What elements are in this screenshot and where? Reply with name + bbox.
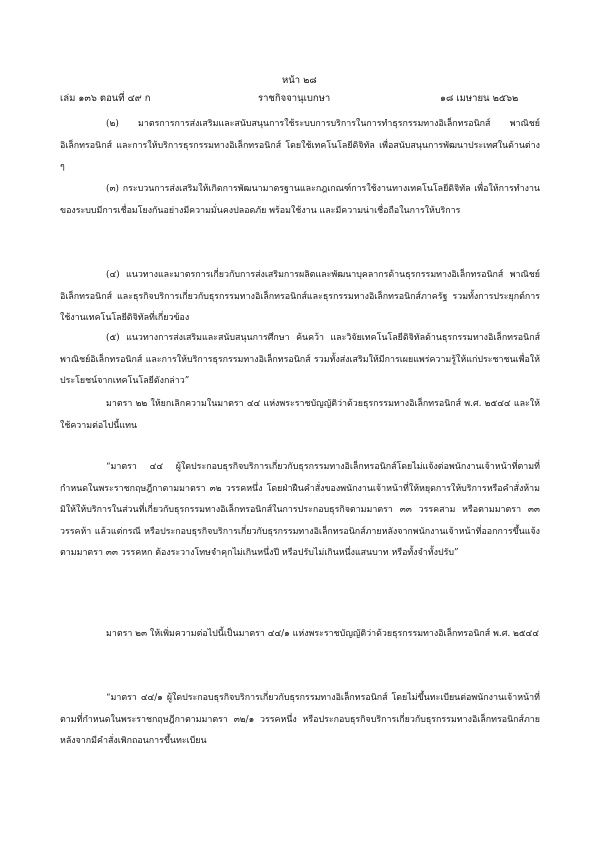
section-44-1-quote: “มาตรา ๔๔/๑ ผู้ใดประกอบธุรกิจบริการเกี่ยวกับธุรกรรมทางอิเล็กทรอนิกส์ โดยไม่ขึ้นทะเบียนต่อพนักงานเจ้าหน้าที่ตามที่กำหนดในพระราชกฤษฎีกาตามมาตรา ๓๒/๑ วรรคหนึ่ง หรือประกอบธุรกิจบริการเกี่ยวกับธุรกรรมทางอิเล็กทรอนิกส์ภายหลังจากมีคำสั่งเพิกถอนการขึ้นทะเบียน: [60, 693, 540, 747]
paragraph-item-2: (๒) มาตรการการส่งเสริมและสนับสนุนการใช้ระบบการบริการในการทำธุรกรรมทางอิเล็กทรอนิกส์ พาณิชย์อิเล็กทรอนิกส์ และการให้บริการธุรกรรมทางอิเล็กทรอนิกส์ โดยใช้เทคโนโลยีดิจิทัล เพื่อสนับสนุนการพัฒนาประเทศในด้านต่าง ๆ: [60, 119, 540, 173]
paragraph-item-4: (๔) แนวทางและมาตรการเกี่ยวกับการส่งเสริมการผลิตและพัฒนาบุคลากรด้านธุรกรรมทางอิเล็กทรอนิกส์ พาณิชย์อิเล็กทรอนิกส์ และธุรกิจบริการเกี่ยวกับธุรกรรมทางอิเล็กทรอนิกส์และธุรกรรมทางอิเล็กทรอนิกส์ภาครัฐ รวมทั้งการประยุกต์การใช้งานเทคโนโลยีดิจิทัลที่เกี่ยวข้อง: [60, 270, 540, 324]
volume-issue: เล่ม ๑๓๖ ตอนที่ ๔๙ ก: [60, 93, 151, 104]
section-22-paragraph: มาตรา ๒๒ ให้ยกเลิกความในมาตรา ๔๔ แห่งพระราชบัญญัติว่าด้วยธุรกรรมทางอิเล็กทรอนิกส์ พ.ศ. ๒๕๔๔ และให้ใช้ความต่อไปนี้แทน: [60, 399, 540, 431]
paragraph-item-3: (๓) กระบวนการส่งเสริมให้เกิดการพัฒนามาตรฐานและกฎเกณฑ์การใช้งานทางเทคโนโลยีดิจิทัล เพื่อให้การทำงานของระบบมีการเชื่อมโยงกันอย่างมีความมั่นคงปลอดภัย พร้อมใช้งาน และมีความน่าเชื่อถือในการให้บริการ: [60, 184, 540, 216]
section-23-paragraph: มาตรา ๒๓ ให้เพิ่มความต่อไปนี้เป็นมาตรา ๔๔/๑ แห่งพระราชบัญญัติว่าด้วยธุรกรรมทางอิเล็กทรอนิกส์ พ.ศ. ๒๕๔๔: [106, 629, 539, 639]
page-number: หน้า ๒๘: [282, 75, 317, 86]
publication-date: ๑๘ เมษายน ๒๕๖๒: [440, 93, 519, 104]
paragraph-item-5: (๕) แนวทางการส่งเสริมและสนับสนุนการศึกษา ค้นคว้า และวิจัยเทคโนโลยีดิจิทัลด้านธุรกรรมทางอิเล็กทรอนิกส์ พาณิชย์อิเล็กทรอนิกส์ และการให้บริการธุรกรรมทางอิเล็กทรอนิกส์ รวมทั้งส่งเสริมให้มีการเผยแพร่ความรู้ให้แก่ประชาชนเพื่อให้ประโยชน์จากเทคโนโลยีดังกล่าว”: [60, 333, 540, 387]
gazette-title: ราชกิจจานุเบกษา: [258, 93, 331, 104]
section-44-quote: “มาตรา ๔๔ ผู้ใดประกอบธุรกิจบริการเกี่ยวกับธุรกรรมทางอิเล็กทรอนิกส์โดยไม่แจ้งต่อพนักงานเจ้าหน้าที่ตามที่กำหนดในพระราชกฤษฎีกาตามมาตรา ๓๒ วรรคหนึ่ง โดยฝ่าฝืนคำสั่งของพนักงานเจ้าหน้าที่ให้หยุดการให้บริการหรือคำสั่งห้ามมิให้ให้บริการในส่วนที่เกี่ยวกับธุรกรรมทางอิเล็กทรอนิกส์ในการประกอบธุรกิจตามมาตรา ๓๓ วรรคสาม หรือตามมาตรา ๓๓ วรรคห้า แล้วแต่กรณี หรือประกอบธุรกิจบริการเกี่ยวกับธุรกรรมทางอิเล็กทรอนิกส์ภายหลังจากพนักงานเจ้าหน้าที่ออกการขึ้นแจ้งตามมาตรา ๓๓ วรรคหก ต้องระวางโทษจำคุกไม่เกินหนึ่งปี หรือปรับไม่เกินหนึ่งแสนบาท หรือทั้งจำทั้งปรับ”: [60, 462, 540, 559]
